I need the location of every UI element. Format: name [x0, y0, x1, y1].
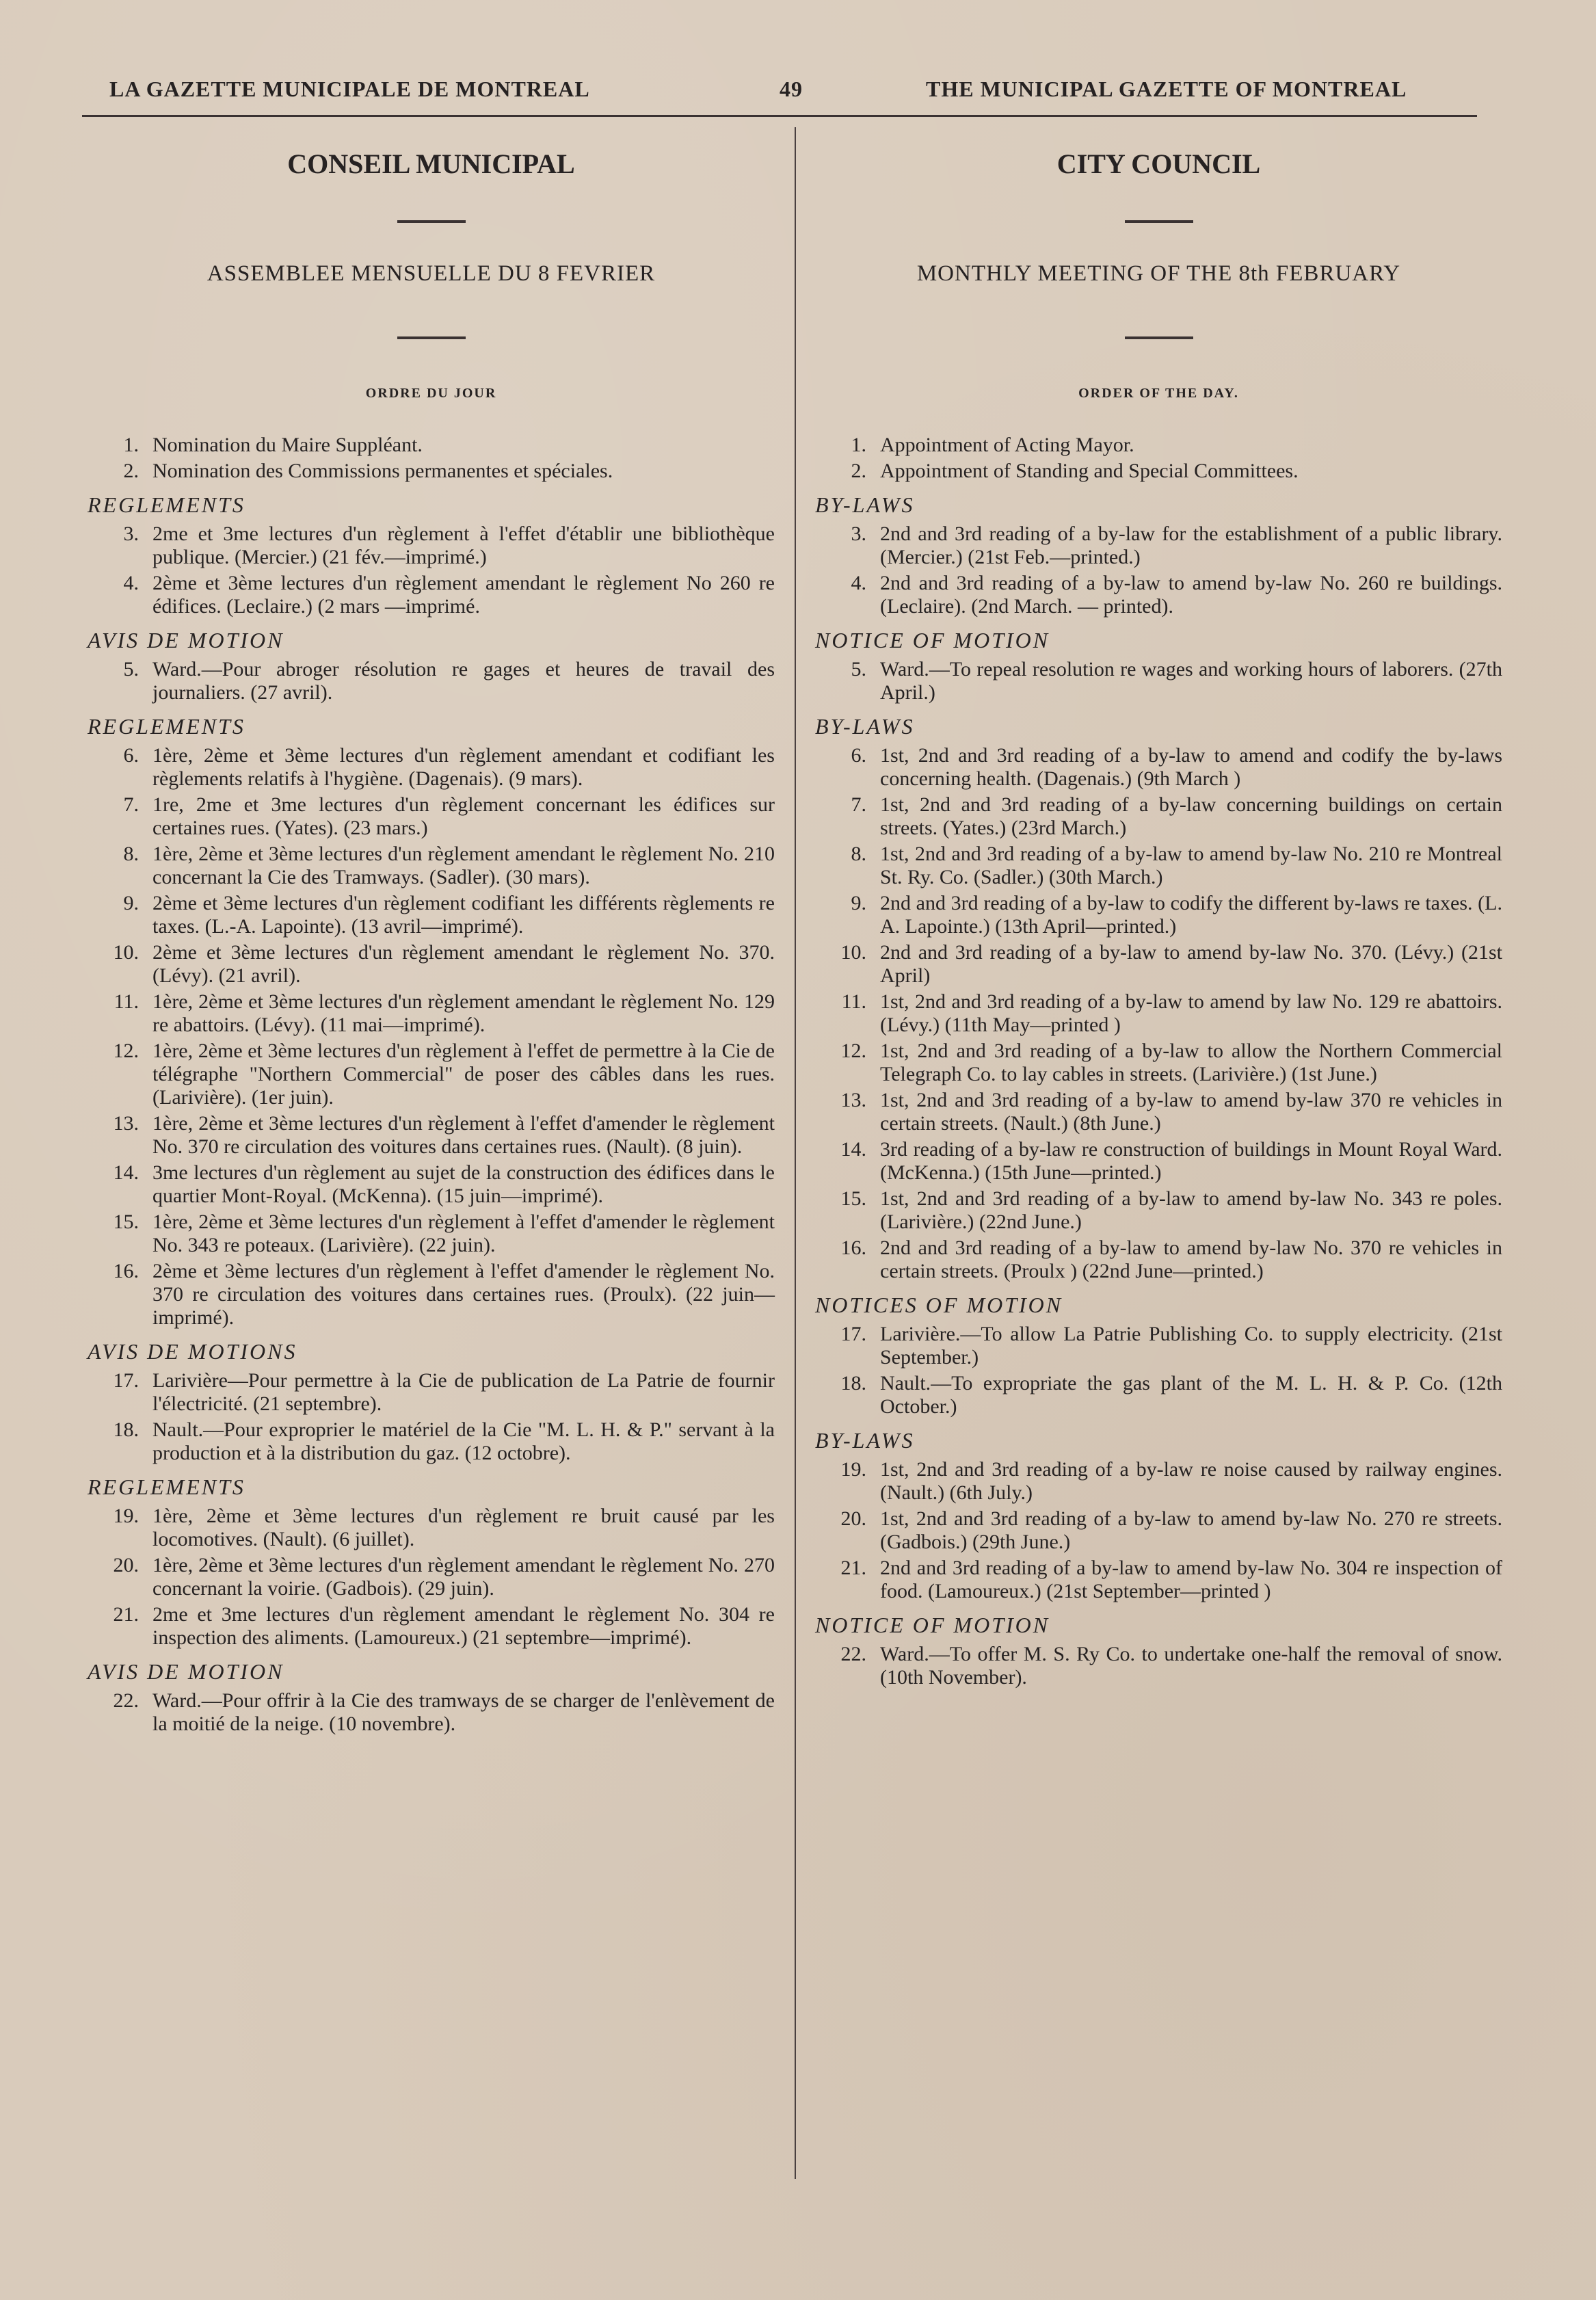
- item-number: 17.: [113, 1369, 139, 1392]
- agenda-item: [88, 523, 775, 569]
- item-number: 20.: [113, 1554, 139, 1576]
- item-text: 2nd and 3rd reading of a by-law to codify the different by-laws re taxes. (L. A. Lapointe.) (13th April—printed.): [880, 892, 1502, 938]
- section-heading: REGLEMENTS: [88, 1475, 245, 1499]
- item-text: 2ème et 3ème lectures d'un règlement amendant le règlement No. 370. (Lévy). (21 avril).: [152, 941, 775, 987]
- section-heading: AVIS DE MOTIONS: [88, 1339, 297, 1364]
- agenda-item: [815, 1372, 1502, 1418]
- item-number: 18.: [840, 1372, 866, 1394]
- section-heading: NOTICE OF MOTION: [815, 1613, 1050, 1637]
- item-text: 2nd and 3rd reading of a by-law to amend by-law No. 304 re inspection of food. (Lamoureux.) (21st September—printed ): [880, 1557, 1502, 1602]
- item-text: 1ère, 2ème et 3ème lectures d'un règlement amendant le règlement No. 270 concernant la voirie. (Gadbois). (29 juin).: [152, 1554, 775, 1600]
- item-number: 20.: [840, 1507, 866, 1530]
- order-heading: ORDRE DU JOUR: [365, 386, 497, 401]
- header-left-title: LA GAZETTE MUNICIPALE DE MONTREAL: [109, 77, 590, 101]
- section-heading: NOTICE OF MOTION: [815, 628, 1050, 652]
- item-number: 13.: [113, 1112, 139, 1135]
- agenda-item: [88, 1040, 775, 1109]
- item-text: 1st, 2nd and 3rd reading of a by-law to amend by-law No. 343 re poles. (Larivière.) (22nd June.): [880, 1187, 1502, 1233]
- section-heading: BY-LAWS: [815, 1428, 915, 1453]
- agenda-item: [815, 892, 1502, 938]
- agenda-item: [88, 793, 775, 840]
- item-text: 2nd and 3rd reading of a by-law for the establishment of a public library. (Mercier.) (21st Feb.—printed.): [880, 523, 1502, 568]
- subtitle-rule: [397, 336, 466, 339]
- item-text: 1ère, 2ème et 3ème lectures d'un règlement à l'effet d'amender le règlement No. 370 re circulation des voitures dans certaines rues. (Nault). (8 juin).: [152, 1112, 775, 1158]
- agenda-item: [815, 843, 1502, 889]
- agenda-item: [88, 1505, 775, 1551]
- item-text: 3rd reading of a by-law re construction of buildings in Mount Royal Ward. (McKenna.) (15th June—printed.): [880, 1138, 1502, 1184]
- item-number: 10.: [840, 941, 866, 964]
- agenda-item: [88, 1260, 775, 1330]
- agenda-item: [88, 1112, 775, 1159]
- item-number: 4.: [123, 572, 139, 594]
- agenda-item: [815, 572, 1502, 618]
- meeting-subtitle: ASSEMBLEE MENSUELLE DU 8 FEVRIER: [207, 261, 656, 286]
- item-text: 2me et 3me lectures d'un règlement amendant le règlement No. 304 re inspection des aliments. (Lamoureux.) (21 septembre—imprimé).: [152, 1603, 775, 1649]
- section-heading: AVIS DE MOTION: [88, 1659, 284, 1684]
- agenda-item: [815, 434, 1502, 457]
- agenda-item: [815, 1089, 1502, 1135]
- item-number: 3.: [851, 523, 866, 545]
- item-number: 17.: [840, 1323, 866, 1345]
- item-text: 2me et 3me lectures d'un règlement à l'effet d'établir une bibliothèque publique. (Mercier.) (21 fév.—imprimé.): [152, 523, 775, 568]
- item-number: 14.: [840, 1138, 866, 1161]
- english-column: [815, 137, 1502, 1689]
- agenda-item: [88, 1161, 775, 1208]
- agenda-item: [88, 1418, 775, 1465]
- agenda-item: [88, 1603, 775, 1650]
- item-number: 18.: [113, 1418, 139, 1441]
- item-number: 2.: [851, 460, 866, 482]
- item-number: 21.: [840, 1557, 866, 1579]
- section-heading: AVIS DE MOTION: [88, 628, 284, 652]
- item-number: 22.: [113, 1689, 139, 1712]
- item-number: 5.: [851, 658, 866, 680]
- item-number: 6.: [851, 744, 866, 767]
- item-text: 1ère, 2ème et 3ème lectures d'un règlement amendant et codifiant les règlements relatifs à l'hygiène. (Dagenais). (9 mars).: [152, 744, 775, 790]
- meeting-subtitle: MONTHLY MEETING OF THE 8th FEBRUARY: [916, 261, 1401, 286]
- item-number: 22.: [840, 1643, 866, 1665]
- section-heading: REGLEMENTS: [88, 714, 245, 739]
- agenda-item: [815, 1643, 1502, 1689]
- item-text: 1st, 2nd and 3rd reading of a by-law to amend and codify the by-laws concerning health. (Dagenais.) (9th March ): [880, 744, 1502, 790]
- item-text: 1re, 2me et 3me lectures d'un règlement concernant les édifices sur certaines rues. (Yates). (23 mars.): [152, 793, 775, 839]
- agenda-item: [88, 460, 775, 483]
- item-number: 9.: [851, 892, 866, 914]
- agenda-item: [815, 1507, 1502, 1554]
- item-text: Nault.—To expropriate the gas plant of the M. L. H. & P. Co. (12th October.): [880, 1372, 1502, 1418]
- item-text: Appointment of Standing and Special Committees.: [880, 460, 1299, 482]
- agenda-item: [88, 434, 775, 457]
- item-number: 2.: [123, 460, 139, 482]
- item-number: 15.: [113, 1211, 139, 1233]
- item-number: 16.: [113, 1260, 139, 1282]
- column-title: CONSEIL MUNICIPAL: [287, 148, 575, 179]
- item-text: 1ère, 2ème et 3ème lectures d'un règlement à l'effet de permettre à la Cie de télégraphe "Northern Commercial" de poser des câbles dans les rues. (Larivière). (1er juin).: [152, 1040, 775, 1109]
- item-text: Ward.—To offer M. S. Ry Co. to undertake one-half the removal of snow. (10th November).: [880, 1643, 1502, 1689]
- item-text: 2nd and 3rd reading of a by-law to amend by-law No. 370 re vehicles in certain streets. (Proulx ) (22nd June—printed.): [880, 1237, 1502, 1282]
- item-text: 1ère, 2ème et 3ème lectures d'un règlement amendant le règlement No. 129 re abattoirs. (Lévy). (11 mai—imprimé).: [152, 990, 775, 1036]
- column-title: CITY COUNCIL: [1056, 148, 1261, 179]
- agenda-item: [815, 1323, 1502, 1369]
- subtitle-rule: [1125, 336, 1193, 339]
- agenda-item: [88, 1369, 775, 1416]
- item-number: 21.: [113, 1603, 139, 1626]
- agenda-item: [815, 744, 1502, 791]
- item-text: 1ère, 2ème et 3ème lectures d'un règlement à l'effet d'amender le règlement No. 343 re poteaux. (Larivière). (22 juin).: [152, 1211, 775, 1256]
- item-text: 1st, 2nd and 3rd reading of a by-law re noise caused by railway engines. (Nault.) (6th July.): [880, 1458, 1502, 1504]
- item-number: 8.: [123, 843, 139, 865]
- agenda-item: [815, 1138, 1502, 1185]
- item-number: 1.: [123, 434, 139, 456]
- agenda-item: [815, 1187, 1502, 1234]
- agenda-item: [815, 1458, 1502, 1505]
- agenda-item: [88, 744, 775, 791]
- item-text: 2nd and 3rd reading of a by-law to amend by-law No. 370. (Lévy.) (21st April): [880, 941, 1502, 987]
- item-text: 2ème et 3ème lectures d'un règlement codifiant les différents règlements re taxes. (L.-A. Lapointe). (13 avril—imprimé).: [152, 892, 775, 938]
- agenda-item: [815, 793, 1502, 840]
- header-right-title: THE MUNICIPAL GAZETTE OF MONTREAL: [926, 77, 1407, 101]
- french-column: [88, 137, 775, 1736]
- item-text: 1st, 2nd and 3rd reading of a by-law to amend by-law 370 re vehicles in certain streets. (Nault.) (8th June.): [880, 1089, 1502, 1135]
- agenda-item: [815, 941, 1502, 988]
- item-number: 14.: [113, 1161, 139, 1184]
- agenda-item: [815, 658, 1502, 704]
- column-divider: [795, 127, 796, 2179]
- agenda-item: [88, 572, 775, 618]
- item-text: 1st, 2nd and 3rd reading of a by-law to amend by-law No. 210 re Montreal St. Ry. Co. (Sadler.) (30th March.): [880, 843, 1502, 888]
- item-text: 1st, 2nd and 3rd reading of a by-law to amend by-law No. 270 re streets. (Gadbois.) (29th June.): [880, 1507, 1502, 1553]
- item-text: Appointment of Acting Mayor.: [880, 434, 1134, 456]
- item-number: 7.: [123, 793, 139, 816]
- item-number: 15.: [840, 1187, 866, 1210]
- item-text: Larivière.—To allow La Patrie Publishing Co. to supply electricity. (21st September.): [880, 1323, 1502, 1369]
- item-text: 1st, 2nd and 3rd reading of a by-law to allow the Northern Commercial Telegraph Co. to lay cables in streets. (Larivière.) (1st June.): [880, 1040, 1502, 1085]
- item-number: 7.: [851, 793, 866, 816]
- item-number: 3.: [123, 523, 139, 545]
- item-number: 11.: [841, 990, 866, 1013]
- item-number: 6.: [123, 744, 139, 767]
- agenda-item: [815, 990, 1502, 1037]
- item-text: 1ère, 2ème et 3ème lectures d'un règlement re bruit causé par les locomotives. (Nault). (6 juillet).: [152, 1505, 775, 1550]
- item-text: 1ère, 2ème et 3ème lectures d'un règlement amendant le règlement No. 210 concernant la Cie des Tramways. (Sadler). (30 mars).: [152, 843, 775, 888]
- item-number: 4.: [851, 572, 866, 594]
- agenda-list: [88, 434, 775, 1736]
- item-text: Ward.—To repeal resolution re wages and working hours of laborers. (27th April.): [880, 658, 1502, 704]
- agenda-item: [88, 1689, 775, 1736]
- agenda-item: [815, 523, 1502, 569]
- section-heading: NOTICES OF MOTION: [815, 1293, 1063, 1317]
- agenda-item: [815, 1237, 1502, 1283]
- agenda-item: [88, 1211, 775, 1257]
- item-text: Ward.—Pour abroger résolution re gages et heures de travail des journaliers. (27 avril).: [152, 658, 775, 704]
- item-text: Nault.—Pour exproprier le matériel de la Cie "M. L. H. & P." servant à la production et à la distribution du gaz. (12 octobre).: [152, 1418, 775, 1464]
- agenda-item: [88, 843, 775, 889]
- item-text: 2ème et 3ème lectures d'un règlement amendant le règlement No 260 re édifices. (Leclaire.) (2 mars —imprimé.: [152, 572, 775, 618]
- item-number: 9.: [123, 892, 139, 914]
- agenda-item: [815, 460, 1502, 483]
- title-rule: [397, 220, 466, 223]
- item-number: 13.: [840, 1089, 866, 1111]
- agenda-item: [88, 658, 775, 704]
- page-number: 49: [780, 77, 803, 101]
- order-heading: ORDER OF THE DAY.: [1078, 386, 1239, 401]
- title-rule: [1125, 220, 1193, 223]
- item-text: 1st, 2nd and 3rd reading of a by-law to amend by law No. 129 re abattoirs. (Lévy.) (11th May—printed ): [880, 990, 1502, 1036]
- item-number: 12.: [840, 1040, 866, 1062]
- agenda-item: [88, 941, 775, 988]
- header-rule: [82, 115, 1477, 117]
- agenda-item: [815, 1040, 1502, 1086]
- section-heading: BY-LAWS: [815, 492, 915, 517]
- section-heading: REGLEMENTS: [88, 492, 245, 517]
- item-number: 1.: [851, 434, 866, 456]
- item-text: 2ème et 3ème lectures d'un règlement à l'effet d'amender le règlement No. 370 re circulation des voitures dans certaines rues. (Proulx). (22 juin—imprimé).: [152, 1260, 775, 1329]
- item-number: 19.: [840, 1458, 866, 1481]
- item-number: 11.: [114, 990, 139, 1013]
- item-number: 8.: [851, 843, 866, 865]
- item-text: Ward.—Pour offrir à la Cie des tramways de se charger de l'enlèvement de la moitié de la neige. (10 novembre).: [152, 1689, 775, 1735]
- item-text: 1st, 2nd and 3rd reading of a by-law concerning buildings on certain streets. (Yates.) (23rd March.): [880, 793, 1502, 839]
- item-text: Nomination du Maire Suppléant.: [152, 434, 423, 456]
- agenda-item: [815, 1557, 1502, 1603]
- item-number: 12.: [113, 1040, 139, 1062]
- agenda-item: [88, 892, 775, 938]
- item-text: 2nd and 3rd reading of a by-law to amend by-law No. 260 re buildings. (Leclaire). (2nd March. — printed).: [880, 572, 1502, 618]
- agenda-item: [88, 990, 775, 1037]
- item-text: Larivière—Pour permettre à la Cie de publication de La Patrie de fournir l'électricité. (21 septembre).: [152, 1369, 775, 1415]
- item-text: Nomination des Commissions permanentes et spéciales.: [152, 460, 613, 482]
- agenda-list: [815, 434, 1502, 1689]
- section-heading: BY-LAWS: [815, 714, 915, 739]
- item-number: 5.: [123, 658, 139, 680]
- item-text: 3me lectures d'un règlement au sujet de la construction des édifices dans le quartier Mont-Royal. (McKenna). (15 juin—imprimé).: [152, 1161, 775, 1207]
- item-number: 16.: [840, 1237, 866, 1259]
- item-number: 10.: [113, 941, 139, 964]
- item-number: 19.: [113, 1505, 139, 1527]
- agenda-item: [88, 1554, 775, 1600]
